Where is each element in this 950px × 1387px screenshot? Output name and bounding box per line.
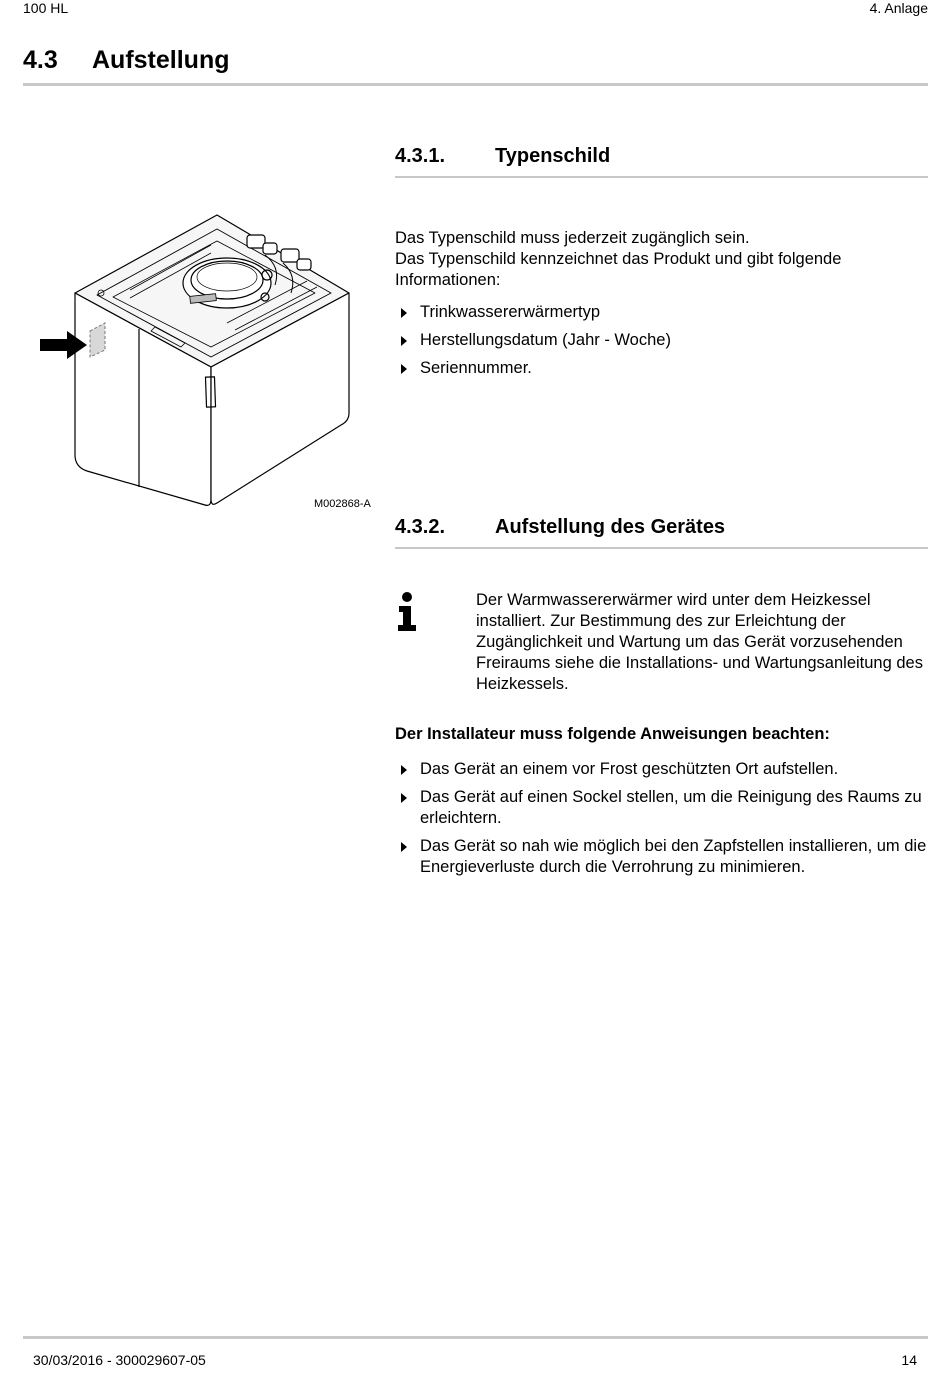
section-rule: [23, 83, 928, 86]
list-item: Seriennummer.: [395, 358, 930, 379]
sub1-intro-line2: Das Typenschild kennzeichnet das Produkt und gibt folgende Informationen:: [395, 250, 842, 289]
info-icon: [396, 592, 420, 632]
list-item: Trinkwassererwärmertyp: [395, 302, 930, 323]
bullet-triangle-icon: [401, 765, 407, 775]
list-item: Herstellungsdatum (Jahr - Woche): [395, 330, 930, 351]
sub2-rule: [395, 547, 928, 549]
header-doc-title: 100 HL: [23, 0, 69, 16]
instructions-heading: Der Installateur muss folgende Anweisungen beachten:: [395, 725, 830, 743]
figure-label: M002868-A: [314, 498, 371, 510]
footer-doc-ref: 30/03/2016 - 300029607-05: [33, 1352, 206, 1368]
sub1-intro-line1: Das Typenschild muss jederzeit zugänglich sein.: [395, 229, 750, 247]
sub1-intro: [395, 228, 930, 291]
list-item: Das Gerät an einem vor Frost geschützten Ort aufstellen.: [395, 759, 930, 780]
header-chapter: 4. Anlage: [869, 0, 928, 16]
section-number: 4.3: [23, 46, 58, 74]
bullet-triangle-icon: [401, 793, 407, 803]
sub1-title: Typenschild: [495, 145, 611, 167]
footer-rule: [23, 1336, 928, 1339]
list-item: Das Gerät so nah wie möglich bei den Zapfstellen installieren, um die Energieverluste durch die Verrohrung zu minimieren.: [395, 836, 930, 878]
sub2-number: 4.3.2.: [395, 516, 446, 538]
sub1-number: 4.3.1.: [395, 145, 446, 167]
info-text: Der Warmwassererwärmer wird unter dem Heizkessel installiert. Zur Bestimmung des zur Erleichtung der Zugänglichkeit und Wartung um das Gerät vorzusehenden Freiraums siehe die Installations- und Wartungsanleitung des Heizkessels.: [476, 591, 923, 693]
list-item: Das Gerät auf einen Sockel stellen, um die Reinigung des Raums zu erleichtern.: [395, 787, 930, 829]
bullet-triangle-icon: [401, 364, 407, 374]
page-number: 14: [901, 1352, 917, 1368]
sub1-rule: [395, 176, 928, 178]
instructions-list: [395, 759, 930, 885]
sub2-title: Aufstellung des Gerätes: [495, 516, 726, 538]
section-title: Aufstellung: [92, 46, 230, 74]
sub1-info-list: [395, 302, 930, 386]
bullet-triangle-icon: [401, 336, 407, 346]
water-heater-illustration: [35, 205, 355, 510]
bullet-triangle-icon: [401, 842, 407, 852]
bullet-triangle-icon: [401, 308, 407, 318]
